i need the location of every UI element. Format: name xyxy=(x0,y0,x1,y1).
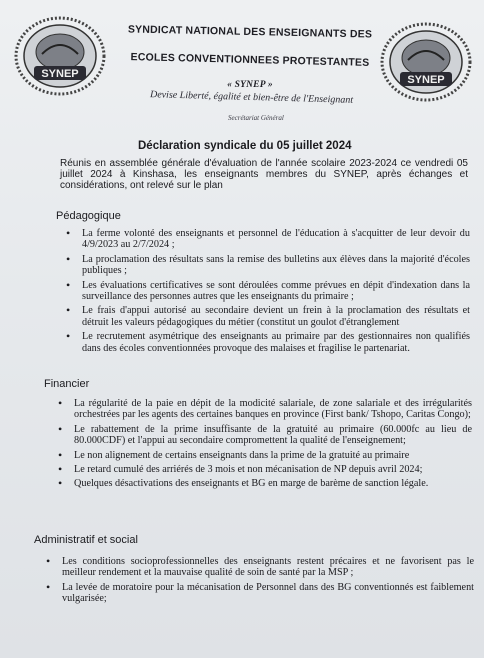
list-item: • Le retard cumulé des arriérés de 3 mois et non mécanisation de NP depuis avril 2024; xyxy=(58,464,472,475)
logo-text: SYNEP xyxy=(407,74,445,86)
declaration-intro: Réunis en assemblée générale d'évaluation de l'année scolaire 2023-2024 ce vendredi 05 juillet 2024 à Kinshasa, les enseignants membres du SYNEP, après échanges et considérations, ont relevé sur le plan xyxy=(60,158,468,191)
list-item: • Le recrutement asymétrique des enseignants au primaire par des gestionnaires non qualifiés dans des écoles conventionnées provoque des malaises et fragilise le partenariat. xyxy=(66,331,470,354)
header-motto: Devise Liberté, égalité et bien-être de l'Enseignant xyxy=(149,89,354,106)
section-heading-pedagogique: Pédagogique xyxy=(56,210,121,222)
header-org-line-1: SYNDICAT NATIONAL DES ENSEIGNANTS DES xyxy=(127,23,373,41)
synep-emblem-icon xyxy=(12,14,108,98)
section-heading-financier: Financier xyxy=(44,378,90,390)
list-item: • Quelques désactivations des enseignants et BG en marge de barème de sanction légale. xyxy=(58,478,472,489)
list-administratif xyxy=(46,556,474,608)
list-item: • La proclamation des résultats sans la remise des bulletins aux élèves dans la majorité d'écoles publiques ; xyxy=(66,254,470,277)
logo-text: SYNEP xyxy=(41,68,79,80)
declaration-title: Déclaration syndicale du 05 juillet 2024 xyxy=(138,140,352,152)
list-item: • La levée de moratoire pour la mécanisation de Personnel dans des BG conventionnés est faiblement vulgarisée; xyxy=(46,582,474,605)
signature-note: Secrétariat Général xyxy=(228,114,284,122)
list-item: • La ferme volonté des enseignants et personnel de l'éducation à s'acquitter de leur devoir du 4/9/2023 au 2/7/2024 ; xyxy=(66,228,470,251)
list-financier xyxy=(58,398,472,493)
list-item: • La régularité de la paie en dépit de la modicité salariale, de zone salariale et des irrégularités orchestrées par les agents des certaines banques en province (First bank/ Tshopo, Caritas Congo); xyxy=(58,398,472,421)
header-org-line-2: ECOLES CONVENTIONNEES PROTESTANTES xyxy=(130,51,370,69)
synep-logo-left xyxy=(12,14,108,98)
list-item: • Le frais d'appui autorisé au secondaire devient un frein à la proclamation des résultats et détruit les valeurs pédagogiques du métier (constitut un goulot d'étranglement xyxy=(66,305,470,328)
list-item: • Les conditions socioprofessionnelles des enseignants restent précaires et ne favorisent pas le meilleur rendement et la mauvaise qualité de soin de santé par la MSP ; xyxy=(46,556,474,579)
header-acronym: « SYNEP » xyxy=(227,80,273,90)
list-item: • Le rabattement de la prime insuffisante de la gratuité au primaire (60.000fc au lieu de 80.000CDF) et l'appui au secondaire compromettent la qualité de l'enseignement; xyxy=(58,424,472,447)
list-item: • Le non alignement de certains enseignants dans la prime de la gratuité au primaire xyxy=(58,450,472,461)
list-pedagogique xyxy=(66,228,470,357)
list-item: • Les évaluations certificatives se sont déroulées comme prévues en dépit d'indexation dans la surveillance des personnes autres que les enseignants du primaire ; xyxy=(66,280,470,303)
section-heading-administratif: Administratif et social xyxy=(34,534,138,546)
